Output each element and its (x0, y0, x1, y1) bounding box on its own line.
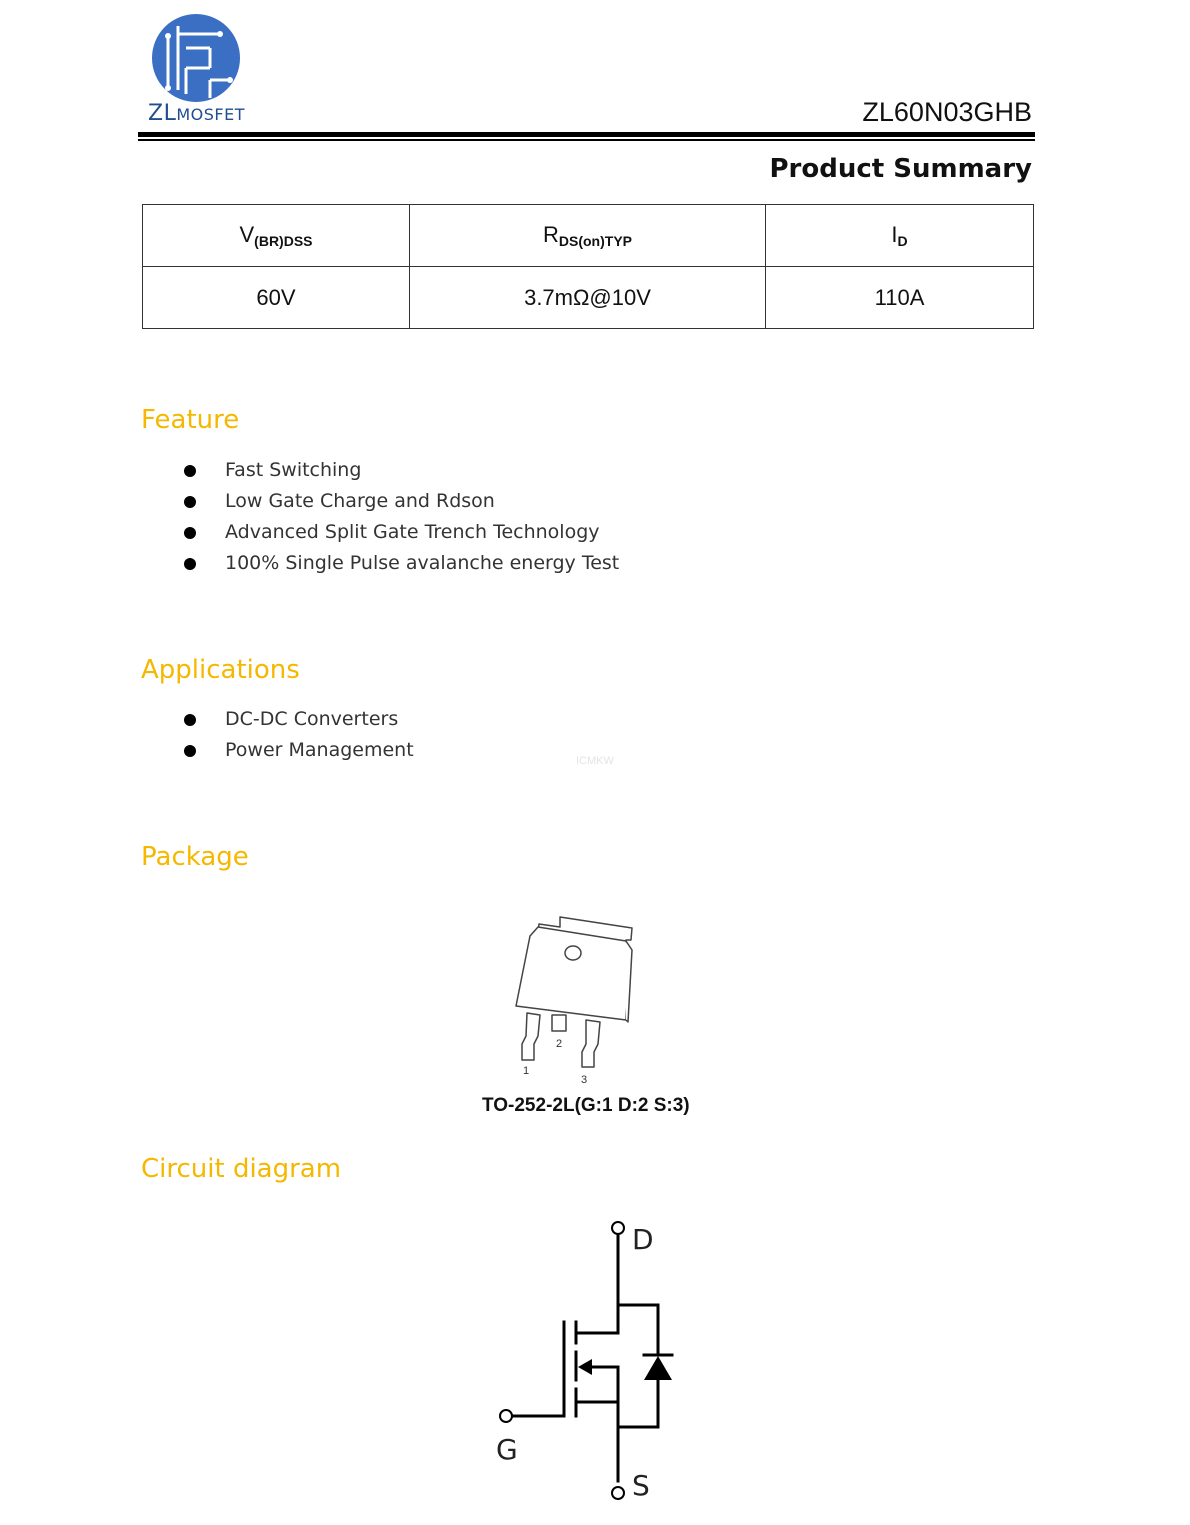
feature-heading: Feature (141, 405, 240, 435)
header-rule-thick (138, 132, 1035, 137)
applications-list (184, 704, 414, 766)
list-item: Power Management (184, 735, 414, 766)
mosfet-circuit-diagram (490, 1215, 690, 1505)
part-number: ZL60N03GHB (862, 97, 1032, 127)
header-rdson: $R_{DS(on)TYP}$ (410, 205, 766, 267)
package-heading: Package (141, 842, 249, 872)
to252-package-drawing (500, 910, 650, 1090)
bullet-icon (184, 465, 196, 477)
list-item: 100% Single Pulse avalanche energy Test (184, 548, 619, 579)
circuit-diagram-heading: Circuit diagram (141, 1154, 342, 1184)
bullet-icon (184, 527, 196, 539)
applications-heading: Applications (141, 655, 300, 685)
header-rule-thin (138, 139, 1035, 141)
drain-label: D (632, 1223, 654, 1256)
pin-label-3: 3 (581, 1074, 588, 1086)
value-vbrdss: 60V (143, 267, 410, 329)
value-id: 110A (766, 267, 1034, 329)
list-item: Advanced Split Gate Trench Technology (184, 517, 619, 548)
pin-label-1: 1 (523, 1065, 530, 1077)
header-id: $I_D$ (766, 205, 1034, 267)
feature-list (184, 455, 619, 579)
list-item: DC-DC Converters (184, 704, 414, 735)
watermark: ICMKW (576, 755, 614, 767)
list-item: Low Gate Charge and Rdson (184, 486, 619, 517)
bullet-icon (184, 496, 196, 508)
gate-label: G (496, 1433, 518, 1466)
bullet-icon (184, 745, 196, 757)
pin-label-2: 2 (556, 1038, 563, 1050)
bullet-icon (184, 714, 196, 726)
product-summary-table (142, 204, 1034, 329)
product-summary-title: Product Summary (769, 154, 1032, 184)
value-rdson: 3.7mΩ@10V (410, 267, 766, 329)
package-caption: TO-252-2L(G:1 D:2 S:3) (482, 1095, 690, 1116)
logo-text: ZLMOSFET (148, 101, 245, 126)
table-row (143, 267, 1034, 329)
source-label: S (632, 1469, 650, 1502)
table-header-row (143, 205, 1034, 267)
list-item: Fast Switching (184, 455, 619, 486)
bullet-icon (184, 558, 196, 570)
header-vbrdss: $V_{(BR)DSS}$ (143, 205, 410, 267)
